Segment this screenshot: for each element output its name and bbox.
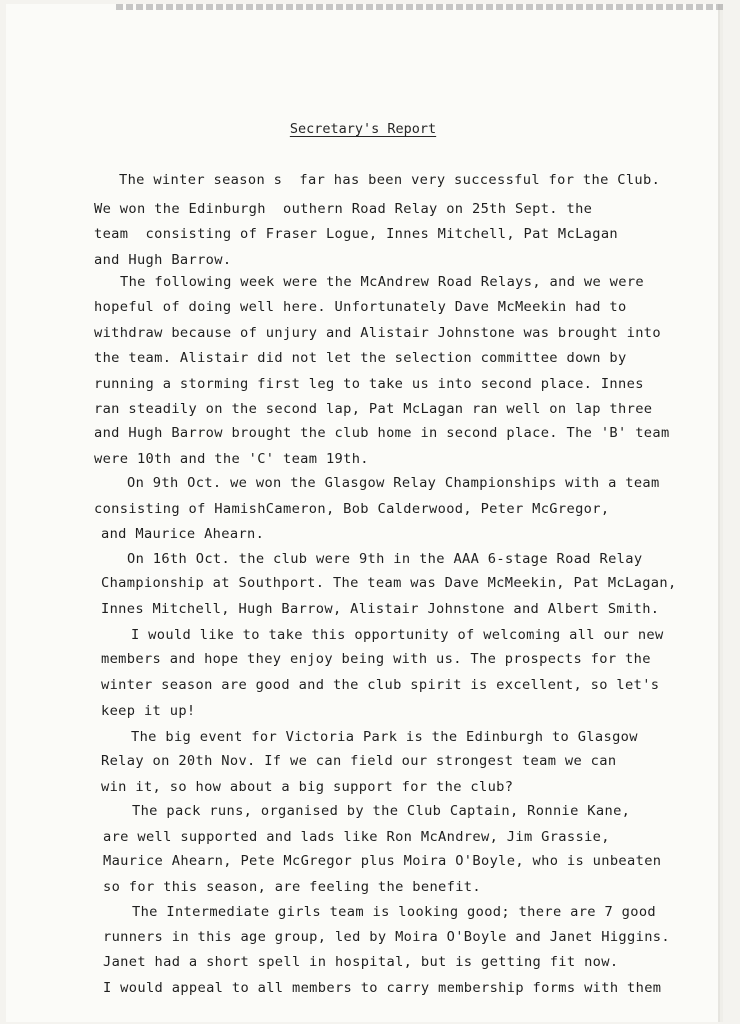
text-line: members and hope they enjoy being with us. The prospects for the <box>101 651 651 667</box>
text-line: Championship at Southport. The team was Dave McMeekin, Pat McLagan, <box>101 575 677 591</box>
text-line: are well supported and lads like Ron McAndrew, Jim Grassie, <box>103 829 610 845</box>
text-line: team consisting of Fraser Logue, Innes Mitchell, Pat McLagan <box>94 226 619 242</box>
text-line: Janet had a short spell in hospital, but is getting fit now. <box>103 954 619 970</box>
text-line: winter season are good and the club spirit is excellent, so let's <box>101 677 660 693</box>
text-line: Innes Mitchell, Hugh Barrow, Alistair Johnstone and Albert Smith. <box>101 601 660 617</box>
text-line: keep it up! <box>101 703 196 719</box>
text-line: ran steadily on the second lap, Pat McLagan ran well on lap three <box>94 401 653 417</box>
text-line: The following week were the McAndrew Road Relays, and we were <box>120 274 645 290</box>
text-line: consisting of HamishCameron, Bob Calderwood, Peter McGregor, <box>94 501 610 517</box>
text-line: and Hugh Barrow brought the club home in second place. The 'B' team <box>94 425 670 441</box>
text-line: the team. Alistair did not let the selection committee down by <box>94 350 627 366</box>
text-line: so for this season, are feeling the benefit. <box>103 879 481 895</box>
text-line: On 9th Oct. we won the Glasgow Relay Championships with a team <box>127 475 660 491</box>
text-line: running a storming first leg to take us into second place. Innes <box>94 376 644 392</box>
text-line: We won the Edinburgh outhern Road Relay on 25th Sept. the <box>94 201 593 217</box>
text-line: were 10th and the 'C' team 19th. <box>94 451 369 467</box>
text-line: The winter season s far has been very successful for the Club. <box>119 172 661 188</box>
text-line: win it, so how about a big support for the club? <box>101 779 514 795</box>
text-line: hopeful of doing well here. Unfortunately Dave McMeekin had to <box>94 299 627 315</box>
text-line: withdraw because of unjury and Alistair Johnstone was brought into <box>94 325 661 341</box>
text-line: Maurice Ahearn, Pete McGregor plus Moira O'Boyle, who is unbeaten <box>103 853 662 869</box>
text-line: The big event for Victoria Park is the Edinburgh to Glasgow <box>131 729 638 745</box>
text-line: and Maurice Ahearn. <box>101 526 265 542</box>
text-line: On 16th Oct. the club were 9th in the AAA 6-stage Road Relay <box>127 551 643 567</box>
text-line: The Intermediate girls team is looking good; there are 7 good <box>132 904 657 920</box>
page-title: Secretary's Report <box>289 121 437 137</box>
text-line: I would like to take this opportunity of welcoming all our new <box>131 627 664 643</box>
text-line: Relay on 20th Nov. If we can field our strongest team we can <box>101 753 617 769</box>
text-line: and Hugh Barrow. <box>94 252 232 268</box>
text-line: I would appeal to all members to carry membership forms with them <box>103 980 662 996</box>
text-line: The pack runs, organised by the Club Captain, Ronnie Kane, <box>132 803 631 819</box>
text-line: runners in this age group, led by Moira O'Boyle and Janet Higgins. <box>103 929 670 945</box>
